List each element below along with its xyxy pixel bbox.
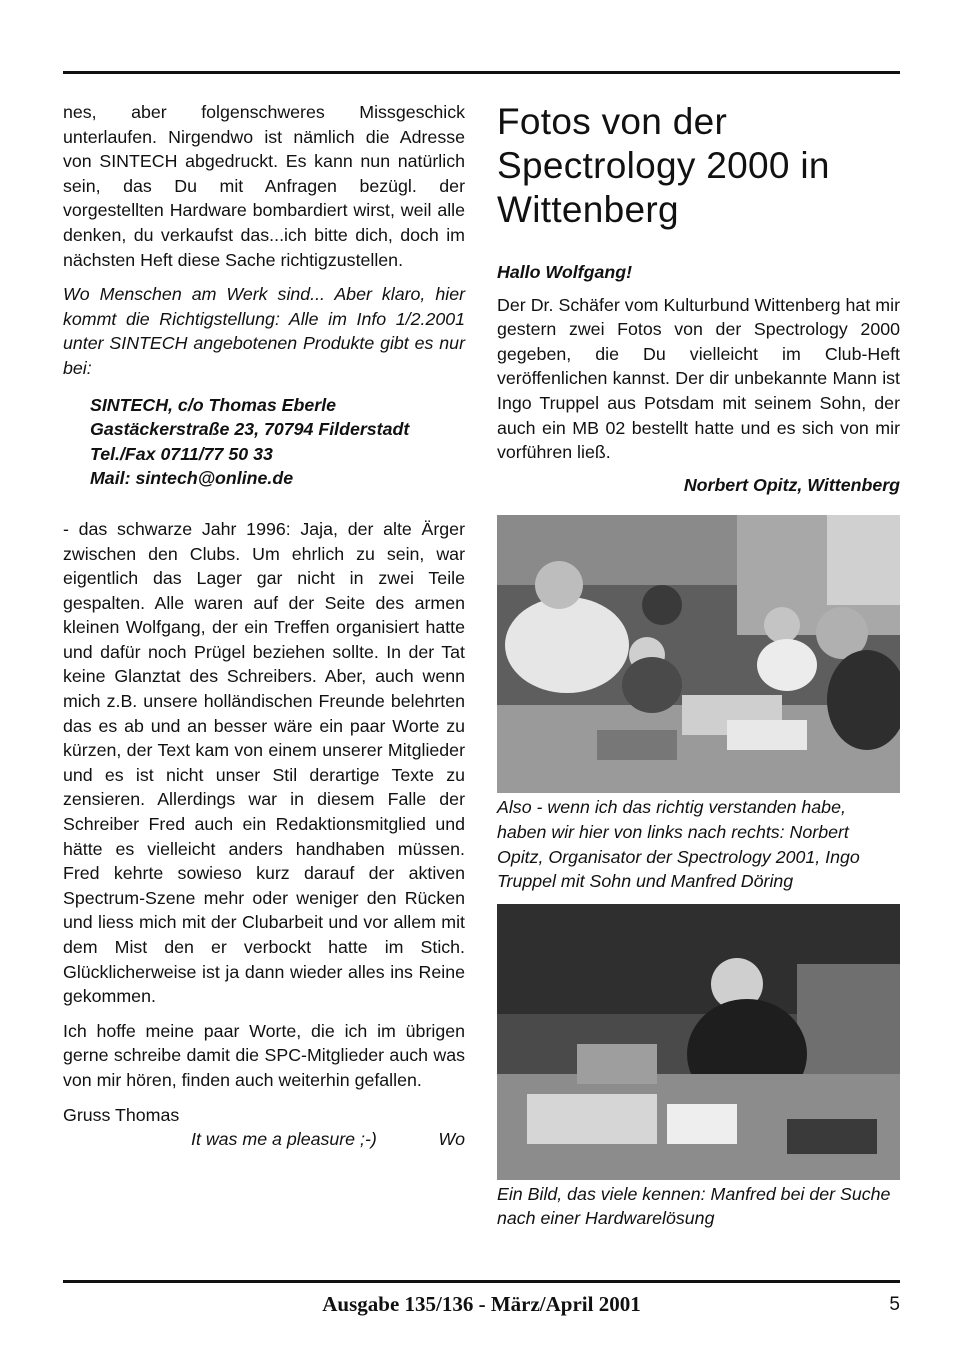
- photo-group-at-table: [497, 515, 900, 793]
- bottom-rule: [63, 1280, 900, 1283]
- signature-line: [63, 1127, 465, 1152]
- right-column: [497, 100, 900, 1231]
- body-paragraph-closing: Ich hoffe meine paar Worte, die ich im übrigen gerne schreibe damit die SPC-Mitglieder auch was von mir hören, finden auch weiterhin gefallen.: [63, 1020, 465, 1090]
- signature-continuation: Wo: [438, 1129, 465, 1150]
- page-number: 5: [889, 1294, 900, 1315]
- article-body: Der Dr. Schäfer vom Kulturbund Wittenberg hat mir gestern zwei Fotos von der Spectrology 2000 gegeben, die Du vielleicht im Club-Heft veröffenlichen kannst. Der dir unbekannte Mann ist Ingo Truppel aus Potsdam mit seinem Sohn, der auch ein MB 02 bestellt hatte und es sich von mir vorführen ließ.: [497, 294, 900, 463]
- salutation: Hallo Wolfgang!: [497, 262, 632, 282]
- photo-group-illustration: [497, 515, 900, 793]
- address-line: Gastäckerstraße 23, 70794 Filderstadt: [90, 419, 410, 440]
- intro-paragraph: nes, aber folgenschweres Missgeschick unterlaufen. Nirgendwo ist nämlich die Adresse von SINTECH abgedruckt. Es kann nun natürlich sein, das Du mit Anfragen bezügl. der vorgestellten Hardware bombardiert wirst, weil alle denken, du verkaufst das...ich bitte dich, doch im nächsten Heft diese Sache richtigzustellen.: [63, 102, 465, 270]
- top-rule: [63, 71, 900, 74]
- address-line: SINTECH, c/o Thomas Eberle: [90, 394, 337, 415]
- greeting: Gruss Thomas: [63, 1104, 180, 1125]
- signature-text: It was me a pleasure ;-): [191, 1129, 377, 1150]
- photo-manfred-hardware: [497, 904, 900, 1180]
- address-line: Mail: sintech@online.de: [90, 468, 294, 489]
- issue-label: Ausgabe 135/136 - März/April 2001: [322, 1292, 641, 1316]
- article-author: Norbert Opitz, Wittenberg: [683, 474, 900, 495]
- photo-caption-1: Also - wenn ich das richtig verstanden habe, haben wir hier von links nach rechts: Norbert Opitz, Organisator der Spectrology 2001, Ingo Truppel mit Sohn und Manfred Döring: [497, 797, 860, 892]
- article-headline: Fotos von der Spectrology 2000 in Wittenberg: [497, 101, 830, 230]
- left-column: [63, 100, 465, 1152]
- photo-manfred-illustration: [497, 904, 900, 1180]
- sintech-address: [90, 393, 465, 491]
- address-line: Tel./Fax 0711/77 50 33: [90, 443, 273, 464]
- reply-paragraph: Wo Menschen am Werk sind... Aber klaro, hier kommt die Richtigstellung: Alle im Info 1/2.2001 unter SINTECH angebotenen Produkte gibt es nur bei:: [63, 284, 465, 378]
- page-footer: [63, 1292, 900, 1322]
- body-paragraph-1996: - das schwarze Jahr 1996: Jaja, der alte Ärger zwischen den Clubs. Um ehrlich zu sein, war eigentlich das Lager gar nicht in zwei Teile gespalten. Alle waren auf der Seite des armen kleinen Wolfgang, der ein Treffen organisiert hatte und dafür noch Prügel beziehen sollte. In der Tat keine Glanztat des Schreibers. Aber, auch wenn mich z.B. unsere holländischen Freunde belehrten das es ab und an besser wäre ein paar Worte zu kürzen, der Text kam von einem unserer Mitglieder und es ist nicht unser Stil derartige Texte zu zensieren. Allerdings war in diesem Falle der Schreiber Fred auch ein Redaktionsmitglied und hätte es vielleicht anders handhaben müssen. Fred kehrte sowieso kurz darauf der aktiven Spectrum-Szene mehr oder weniger den Rücken und liess mich mit der Clubarbeit und vor allem mit dem Mist den er verbockt hatte im Stich. Glücklicherweise ist ja dann wieder alles ins Reine gekommen.: [63, 518, 465, 1007]
- photo-caption-2: Ein Bild, das viele kennen: Manfred bei der Suche nach einer Hardwarelösung: [497, 1183, 891, 1229]
